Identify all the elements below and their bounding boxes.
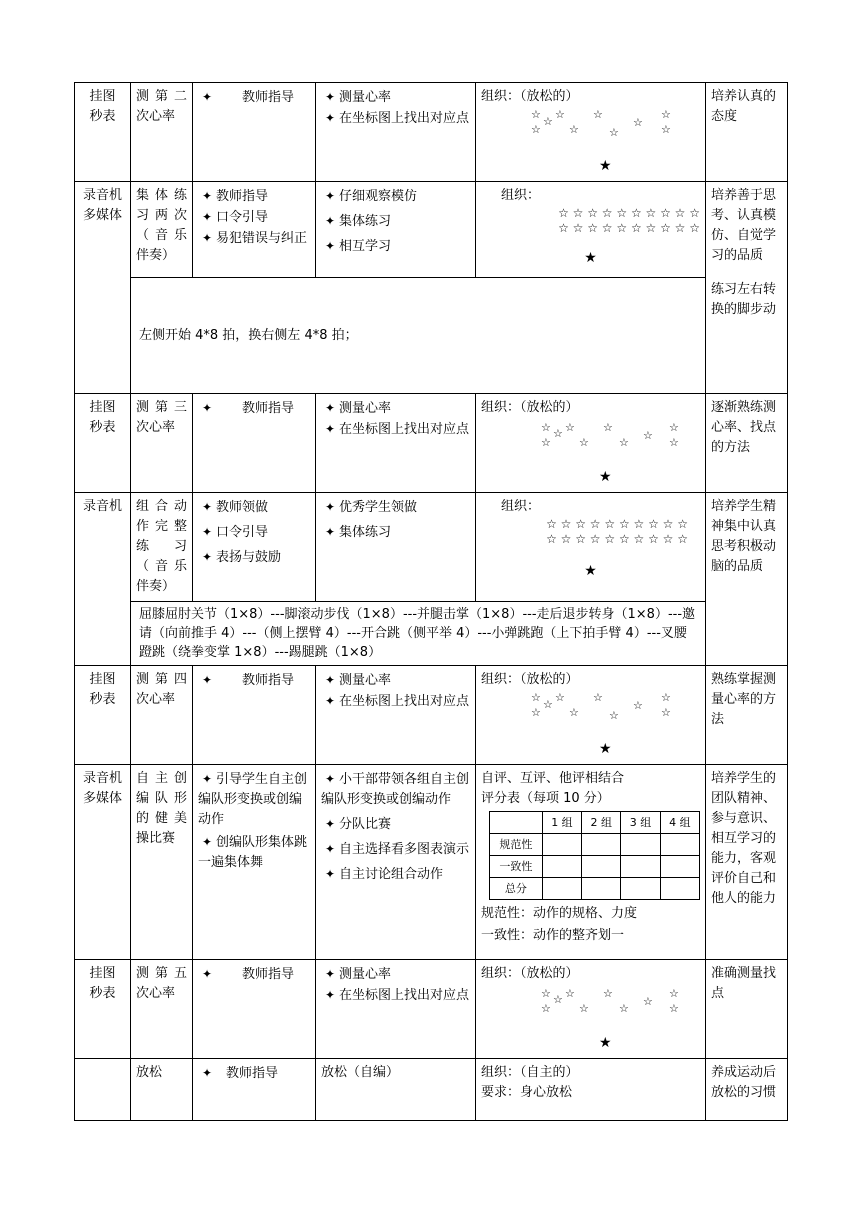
note-cell: 左侧开始 4*8 拍，换右侧左 4*8 拍； [131,278,706,394]
outline-star-icon: ☆ [669,436,679,449]
equipment-cell: 挂图 秒表 [75,394,131,493]
sparkle-icon: ✦ [324,422,336,436]
content-cell: 测第二次心率 [131,83,193,182]
teacher-cell: ✦ 教师指导 [193,1059,316,1121]
filled-star-icon: ★ [599,741,612,757]
sparkle-icon: ✦ [201,210,213,224]
teacher-cell: ✦ 引导学生自主创编队形变换或创编动作 ✦ 创编队形集体跳一遍集体舞 [193,765,316,960]
goal-cell: 培养学生精神集中认真思考积极动脑的品质 [706,493,788,666]
organization-cell: 自评、互评、他评相结合 评分表（每项 10 分） 1 组 2 组 3 组 4 组 规范性 一致性 总分 规范性：动作的规格、力度 一致性：动作的整齐划一 [476,765,706,960]
outline-star-icon: ☆ [661,706,671,719]
sparkle-icon: ✦ [202,1066,213,1080]
student-cell: ✦ 测量心率 ✦ 在坐标图上找出对应点 [316,960,476,1059]
organization-cell: 组织：（放松的） ☆ ☆ ☆ ☆ ☆ ☆ ☆ ☆ ☆ ☆ ★ [476,960,706,1059]
goal-cell: 培养学生的团队精神、参与意识、相互学习的能力，客观评价自己和他人的能力 [706,765,788,960]
outline-star-icon: ☆ [553,427,563,440]
outline-star-icon: ☆ [531,691,541,704]
table-row [75,602,788,666]
filled-star-icon: ★ [584,563,597,579]
equipment-cell: 录音机 [75,493,131,666]
outline-star-icon: ☆ [541,1002,551,1015]
sparkle-icon: ✦ [324,214,336,228]
student-cell: ✦ 测量心率 ✦ 在坐标图上找出对应点 [316,666,476,765]
table-row [75,1059,788,1121]
student-cell: ✦ 测量心率 ✦ 在坐标图上找出对应点 [316,83,476,182]
content-cell: 集体练习两次（音乐伴奏） [131,182,193,278]
formation-row: ☆ ☆ ☆ ☆ ☆ ☆ ☆ ☆ ☆ ☆ [558,221,700,235]
content-cell: 测第五次心率 [131,960,193,1059]
sparkle-icon: ✦ [324,842,336,856]
sparkle-icon: ✦ [201,189,213,203]
teacher-cell: ✦ 教师指导 [193,394,316,493]
sparkle-icon: ✦ [202,967,213,981]
outline-star-icon: ☆ [593,691,603,704]
outline-star-icon: ☆ [541,436,551,449]
sparkle-icon: ✦ [324,525,336,539]
teacher-cell: ✦ 教师指导 [193,960,316,1059]
outline-star-icon: ☆ [579,1002,589,1015]
teacher-cell: ✦ 教师指导 ✦ 口令引导 ✦ 易犯错误与纠正 [193,182,316,278]
sparkle-icon: ✦ [324,673,336,687]
outline-star-icon: ☆ [569,123,579,136]
table-row [75,394,788,493]
content-cell: 放松 [131,1059,193,1121]
score-table: 1 组 2 组 3 组 4 组 规范性 一致性 总分 [489,811,700,900]
outline-star-icon: ☆ [643,429,653,442]
student-cell: 放松（自编） [316,1059,476,1121]
organization-cell: 组织： ☆ ☆ ☆ ☆ ☆ ☆ ☆ ☆ ☆ ☆ ☆ ☆ ☆ ☆ ☆ ☆ ☆ ☆ ☆ ☆ ★ [476,493,706,602]
outline-star-icon: ☆ [619,1002,629,1015]
formation-diagram [481,690,700,760]
outline-star-icon: ☆ [633,116,643,129]
formation-diagram [481,107,700,177]
organization-cell: 组织：（放松的） ☆ ☆ ☆ ☆ ☆ ☆ ☆ ☆ ☆ ☆ ★ [476,666,706,765]
organization-cell: 组织： ☆ ☆ ☆ ☆ ☆ ☆ ☆ ☆ ☆ ☆ ☆ ☆ ☆ ☆ ☆ ☆ ☆ ☆ ☆ ☆ ★ [476,182,706,278]
equipment-cell: 录音机 多媒体 [75,182,131,394]
outline-star-icon: ☆ [541,987,551,1000]
outline-star-icon: ☆ [565,987,575,1000]
sparkle-icon: ✦ [202,90,213,104]
formation-diagram [481,984,700,1054]
outline-star-icon: ☆ [555,691,565,704]
lesson-plan-table [74,82,788,1121]
student-cell: ✦ 优秀学生领做 ✦ 集体练习 [316,493,476,602]
teacher-cell: ✦ 教师领做 ✦ 口令引导 ✦ 表扬与鼓励 [193,493,316,602]
equipment-cell: 挂图 秒表 [75,83,131,182]
goal-cell: 养成运动后放松的习惯 [706,1059,788,1121]
sparkle-icon: ✦ [324,189,336,203]
table-row [75,765,788,960]
goal-cell: 逐渐熟练测心率、找点的方法 [706,394,788,493]
outline-star-icon: ☆ [633,699,643,712]
sparkle-icon: ✦ [324,90,336,104]
sparkle-icon: ✦ [201,772,213,786]
outline-star-icon: ☆ [669,1002,679,1015]
table-row [75,493,788,602]
content-cell: 组合动作完整练习（音乐伴奏） [131,493,193,602]
formation-row: ☆ ☆ ☆ ☆ ☆ ☆ ☆ ☆ ☆ ☆ [546,517,688,531]
sparkle-icon: ✦ [201,500,213,514]
organization-cell: 组织：（放松的） ☆ ☆ ☆ ☆ ☆ ☆ ☆ ☆ ☆ ☆ ★ [476,394,706,493]
sparkle-icon: ✦ [324,500,336,514]
filled-star-icon: ★ [599,1035,612,1051]
sparkle-icon: ✦ [324,817,336,831]
sparkle-icon: ✦ [201,835,213,849]
outline-star-icon: ☆ [609,126,619,139]
outline-star-icon: ☆ [565,421,575,434]
student-cell: ✦ 仔细观察模仿 ✦ 集体练习 ✦ 相互学习 [316,182,476,278]
organization-cell: 组织：（放松的） ☆ ☆ ☆ ☆ ☆ ☆ ☆ ☆ ☆ ☆ ★ [476,83,706,182]
sparkle-icon: ✦ [202,401,213,415]
table-row [75,666,788,765]
sparkle-icon: ✦ [324,772,336,786]
filled-star-icon: ★ [584,250,597,266]
table-row [75,960,788,1059]
outline-star-icon: ☆ [609,709,619,722]
outline-star-icon: ☆ [603,421,613,434]
outline-star-icon: ☆ [661,691,671,704]
teacher-cell: ✦ 教师指导 [193,666,316,765]
teacher-cell: ✦ 教师指导 [193,83,316,182]
outline-star-icon: ☆ [569,706,579,719]
outline-star-icon: ☆ [661,123,671,136]
content-cell: 测第三次心率 [131,394,193,493]
outline-star-icon: ☆ [603,987,613,1000]
equipment-cell: 录音机 多媒体 [75,765,131,960]
sparkle-icon: ✦ [324,694,336,708]
sparkle-icon: ✦ [201,525,213,539]
sparkle-icon: ✦ [324,967,336,981]
table-row [75,278,788,394]
outline-star-icon: ☆ [543,698,553,711]
outline-star-icon: ☆ [541,421,551,434]
table-row [75,182,788,278]
outline-star-icon: ☆ [555,108,565,121]
student-cell: ✦ 测量心率 ✦ 在坐标图上找出对应点 [316,394,476,493]
outline-star-icon: ☆ [669,421,679,434]
equipment-cell [75,1059,131,1121]
sparkle-icon: ✦ [324,988,336,1002]
sparkle-icon: ✦ [201,231,213,245]
outline-star-icon: ☆ [579,436,589,449]
formation-row: ☆ ☆ ☆ ☆ ☆ ☆ ☆ ☆ ☆ ☆ [558,206,700,220]
organization-cell: 组织：（自主的） 要求：身心放松 [476,1059,706,1121]
content-cell: 自主创编队形的健美操比赛 [131,765,193,960]
formation-row: ☆ ☆ ☆ ☆ ☆ ☆ ☆ ☆ ☆ ☆ [546,532,688,546]
filled-star-icon: ★ [599,469,612,485]
outline-star-icon: ☆ [619,436,629,449]
sparkle-icon: ✦ [324,111,336,125]
goal-cell: 培养善于思考、认真模仿、自觉学习的品质 练习左右转换的脚步动 [706,182,788,394]
outline-star-icon: ☆ [669,987,679,1000]
sparkle-icon: ✦ [324,867,336,881]
outline-star-icon: ☆ [643,995,653,1008]
filled-star-icon: ★ [599,158,612,174]
student-cell: ✦ 小干部带领各组自主创编队形变换或创编动作 ✦ 分队比赛 ✦ 自主选择看多图表演示 ✦ 自主讨论组合动作 [316,765,476,960]
equipment-cell: 挂图 秒表 [75,666,131,765]
goal-cell: 准确测量找点 [706,960,788,1059]
note-cell: 屈膝屈肘关节（1×8）---脚滚动步伐（1×8）---并腿击掌（1×8）---走后退步转身（1×8）---邀请（向前推手 4）---（侧上摆臂 4）---开合跳（侧平举 4）---小弹跳跑（上下拍手臂 4）---叉腰蹬跳（绕拳变掌 1×8）---踢腿跳（1×8） [131,602,706,666]
equipment-cell: 挂图 秒表 [75,960,131,1059]
outline-star-icon: ☆ [593,108,603,121]
table-row [75,83,788,182]
sparkle-icon: ✦ [202,673,213,687]
goal-cell: 熟练掌握测量心率的方法 [706,666,788,765]
outline-star-icon: ☆ [543,115,553,128]
sparkle-icon: ✦ [324,401,336,415]
outline-star-icon: ☆ [531,706,541,719]
outline-star-icon: ☆ [531,108,541,121]
sparkle-icon: ✦ [324,239,336,253]
outline-star-icon: ☆ [661,108,671,121]
outline-star-icon: ☆ [553,993,563,1006]
sparkle-icon: ✦ [201,550,213,564]
outline-star-icon: ☆ [531,123,541,136]
formation-diagram [481,418,700,488]
goal-cell: 培养认真的态度 [706,83,788,182]
content-cell: 测第四次心率 [131,666,193,765]
